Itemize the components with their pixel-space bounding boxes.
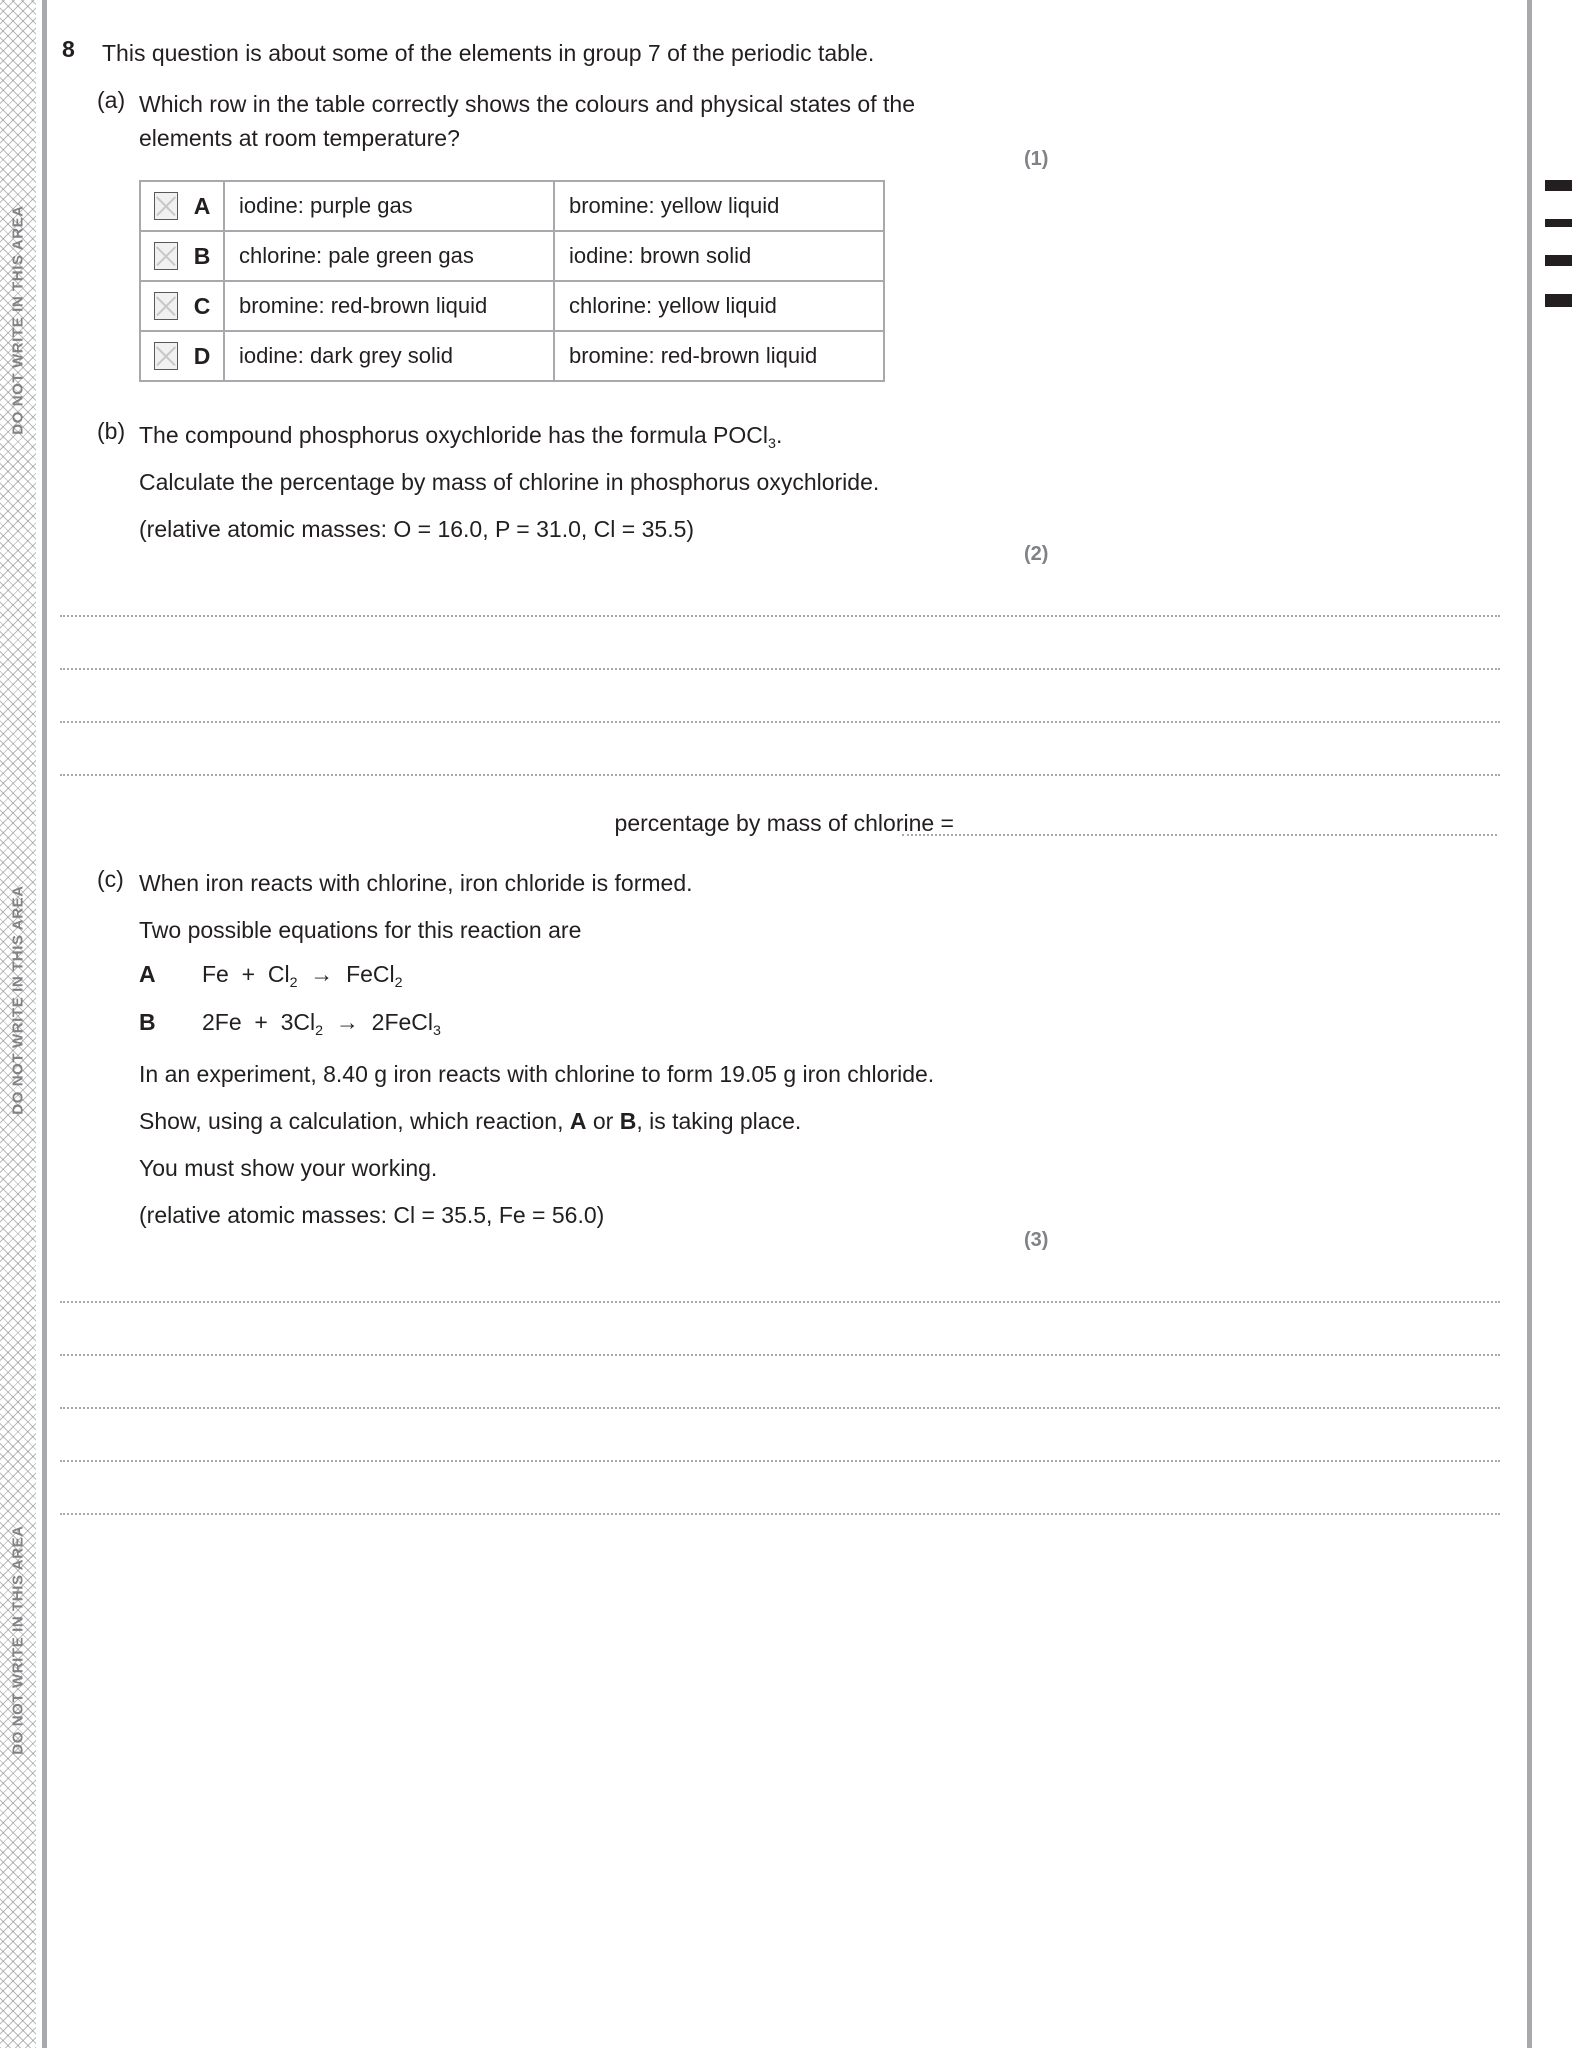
answer-line[interactable]	[60, 614, 1500, 617]
part-c-text-line4	[139, 1104, 1289, 1138]
part-a-text-line2: elements at room temperature?	[139, 125, 460, 151]
option-c-selector[interactable]	[140, 281, 224, 331]
equation-a-letter: A	[139, 961, 156, 987]
part-b-formula-period: .	[775, 422, 783, 448]
part-b-text-line1	[139, 418, 1239, 456]
barcode-bar	[1545, 219, 1572, 227]
option-letter: C	[193, 292, 211, 319]
part-c-line4-option-a: A	[569, 1108, 587, 1134]
question-stem: This question is about some of the elements in group 7 of the periodic table.	[102, 40, 875, 66]
part-c-text-line5: You must show your working.	[139, 1155, 438, 1181]
option-b-left-cell: chlorine: pale green gas	[224, 231, 554, 281]
do-not-write-warning-bottom: DO NOT WRITE IN THIS AREA	[9, 1525, 27, 1755]
answer-line[interactable]	[60, 720, 1500, 723]
part-c-text-line1: When iron reacts with chlorine, iron chloride is formed.	[139, 870, 693, 896]
option-a-right-cell: bromine: yellow liquid	[554, 181, 884, 231]
equation-a-reactant2: Cl	[267, 961, 290, 987]
equation-a-plus: +	[241, 961, 256, 987]
equation-b	[202, 1009, 441, 1039]
table-row[interactable]	[140, 331, 884, 381]
do-not-write-warning-top: DO NOT WRITE IN THIS AREA	[9, 205, 27, 435]
option-c-left-cell: bromine: red-brown liquid	[224, 281, 554, 331]
options-table	[139, 180, 885, 382]
part-a-marks: (1)	[1024, 148, 1049, 170]
checkbox-icon[interactable]	[154, 192, 178, 220]
option-letter: B	[193, 242, 211, 269]
equation-a-reactant1: Fe	[202, 961, 229, 987]
table-row[interactable]	[140, 231, 884, 281]
option-d-right-cell: bromine: red-brown liquid	[554, 331, 884, 381]
part-c-text-line6: (relative atomic masses: Cl = 35.5, Fe = 56.0)	[139, 1202, 605, 1228]
part-a-text-line1: Which row in the table correctly shows the colours and physical states of the	[139, 91, 915, 117]
part-c-line4-post: , is taking place.	[636, 1108, 802, 1134]
part-b-formula-subscript: 3	[768, 435, 776, 452]
option-b-right-cell: iodine: brown solid	[554, 231, 884, 281]
answer-line[interactable]	[60, 1406, 1500, 1409]
checkbox-icon[interactable]	[154, 292, 178, 320]
question-number: 8	[62, 36, 75, 62]
option-letter: D	[193, 342, 211, 369]
do-not-write-warning-middle: DO NOT WRITE IN THIS AREA	[9, 885, 27, 1115]
equation-a-product-subscript: 2	[394, 974, 403, 991]
answer-value-line[interactable]	[902, 833, 1497, 836]
part-a-label: (a)	[97, 87, 126, 113]
part-b-text-line3: (relative atomic masses: O = 16.0, P = 31.0, Cl = 35.5)	[139, 516, 695, 542]
equation-b-arrow-icon: →	[335, 1009, 359, 1035]
option-d-left-cell: iodine: dark grey solid	[224, 331, 554, 381]
equation-b-letter: B	[139, 1009, 156, 1035]
equation-a-product: FeCl	[346, 961, 395, 987]
answer-line[interactable]	[60, 773, 1500, 776]
option-c-right-cell: chlorine: yellow liquid	[554, 281, 884, 331]
table-row[interactable]	[140, 181, 884, 231]
barcode-marks	[1545, 180, 1572, 335]
equation-a-arrow-icon: →	[310, 961, 334, 987]
part-c-line4-mid: or	[586, 1108, 620, 1134]
equation-b-plus: +	[254, 1009, 268, 1035]
equation-b-reactant1: 2Fe	[202, 1009, 242, 1035]
equation-a	[202, 961, 403, 991]
part-c-text-line3: In an experiment, 8.40 g iron reacts with chlorine to form 19.05 g iron chloride.	[139, 1061, 935, 1087]
left-margin-warning-group	[0, 0, 36, 2048]
part-c-line4-pre: Show, using a calculation, which reaction,	[139, 1108, 570, 1134]
equation-a-reactant2-subscript: 2	[289, 974, 298, 991]
equation-b-product-subscript: 3	[433, 1022, 441, 1039]
barcode-bar	[1545, 180, 1572, 191]
part-b-answer-prompt: percentage by mass of chlorine =	[614, 810, 954, 836]
equation-b-product: 2FeCl	[371, 1009, 434, 1035]
part-c-line4-option-b: B	[619, 1108, 637, 1134]
option-a-left-cell: iodine: purple gas	[224, 181, 554, 231]
answer-line[interactable]	[60, 1353, 1500, 1356]
option-a-selector[interactable]	[140, 181, 224, 231]
equation-b-reactant2-subscript: 2	[315, 1022, 324, 1039]
part-c-marks: (3)	[1024, 1229, 1049, 1251]
answer-line[interactable]	[60, 667, 1500, 670]
answer-line[interactable]	[60, 1300, 1500, 1303]
option-d-selector[interactable]	[140, 331, 224, 381]
part-b-text-line2: Calculate the percentage by mass of chlorine in phosphorus oxychloride.	[139, 469, 880, 495]
part-b-marks: (2)	[1024, 543, 1049, 565]
right-vertical-rule	[1527, 0, 1532, 2048]
checkbox-icon[interactable]	[154, 242, 178, 270]
option-letter: A	[193, 192, 211, 219]
part-b-label: (b)	[97, 418, 126, 444]
part-c-label: (c)	[97, 866, 124, 892]
barcode-bar	[1545, 294, 1572, 307]
part-b-formula-text: The compound phosphorus oxychloride has the formula POCl	[139, 422, 769, 448]
table-row[interactable]	[140, 281, 884, 331]
answer-line[interactable]	[60, 1512, 1500, 1515]
checkbox-icon[interactable]	[154, 342, 178, 370]
option-b-selector[interactable]	[140, 231, 224, 281]
barcode-bar	[1545, 255, 1572, 266]
part-c-text-line2: Two possible equations for this reaction are	[139, 917, 582, 943]
equation-b-reactant2: 3Cl	[280, 1009, 316, 1035]
exam-page-content	[47, 0, 1527, 2048]
answer-line[interactable]	[60, 1459, 1500, 1462]
